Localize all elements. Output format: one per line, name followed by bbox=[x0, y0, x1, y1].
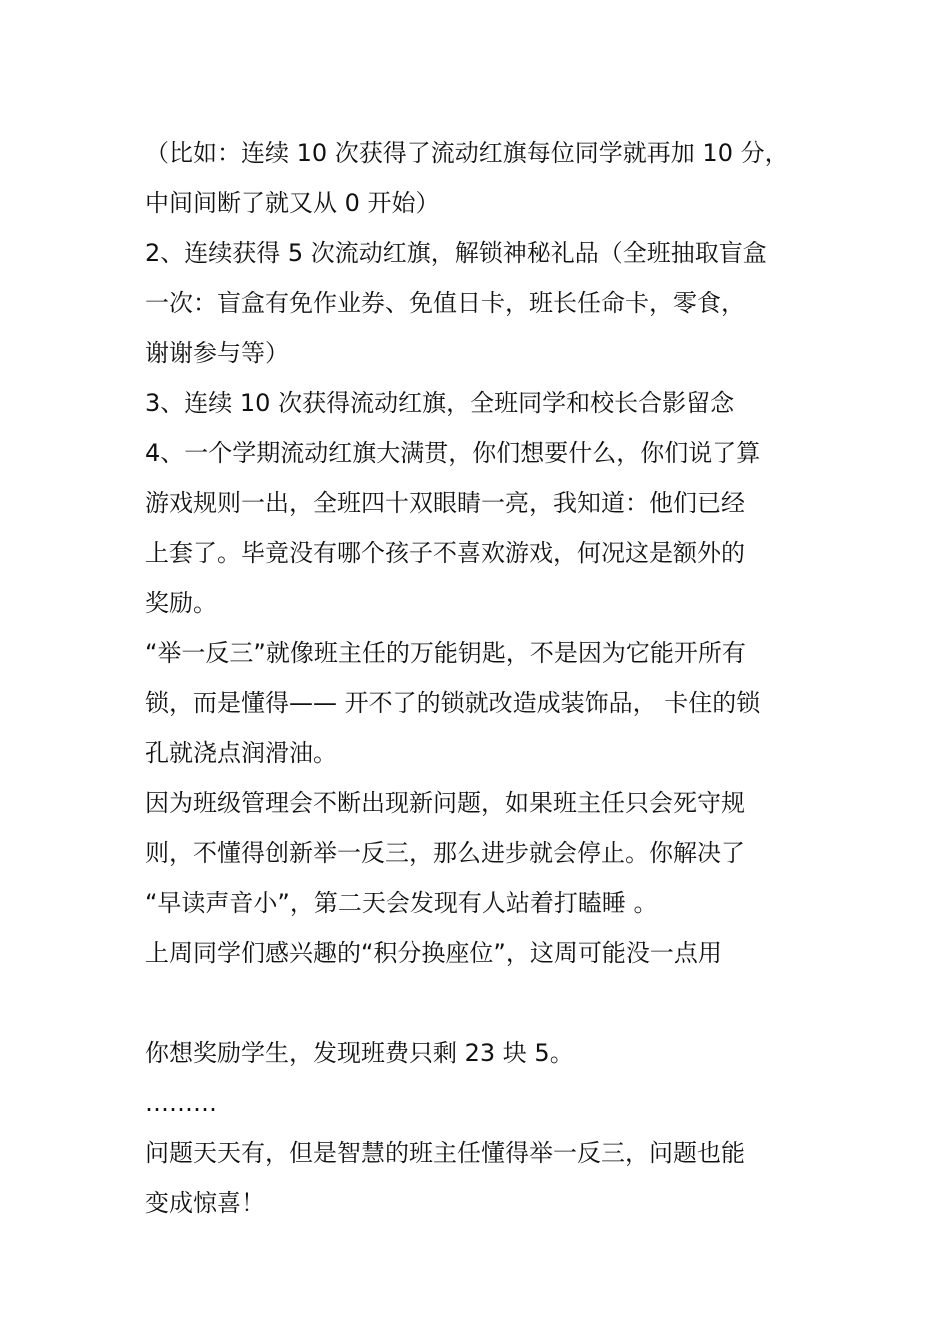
text-line: 你想奖励学生，发现班费只剩 23 块 5。 bbox=[145, 1039, 574, 1067]
text-line: “早读声音小”，第二天会发现有人站着打瞌睡 。 bbox=[145, 889, 658, 917]
text-line: （比如：连续 10 次获得了流动红旗每位同学就再加 10 分， bbox=[145, 139, 789, 167]
text-line: 孔就浇点润滑油。 bbox=[145, 739, 337, 767]
document-body bbox=[145, 128, 810, 1228]
text-line: 问题天天有，但是智慧的班主任懂得举一反三，问题也能 bbox=[145, 1139, 745, 1167]
text-line: 则，不懂得创新举一反三，那么进步就会停止。你解决了 bbox=[145, 839, 745, 867]
text-line: 中间间断了就又从 0 开始） bbox=[145, 189, 440, 217]
blank-line bbox=[145, 978, 810, 1028]
text-line: 奖励。 bbox=[145, 589, 217, 617]
text-line: 4、一个学期流动红旗大满贯，你们想要什么，你们说了算 bbox=[145, 439, 761, 467]
text-line: 3、连续 10 次获得流动红旗，全班同学和校长合影留念 bbox=[145, 389, 735, 417]
text-line: ……… bbox=[145, 1089, 217, 1117]
text-line: 谢谢参与等） bbox=[145, 339, 289, 367]
text-line: 上周同学们感兴趣的“积分换座位”，这周可能没一点用 bbox=[145, 939, 722, 967]
text-line: 2、连续获得 5 次流动红旗，解锁神秘礼品（全班抽取盲盒 bbox=[145, 239, 767, 267]
text-line: 锁，而是懂得—— 开不了的锁就改造成装饰品， 卡住的锁 bbox=[145, 689, 761, 717]
text-line: 游戏规则一出，全班四十双眼睛一亮，我知道：他们已经 bbox=[145, 489, 745, 517]
text-line: 变成惊喜！ bbox=[145, 1189, 265, 1217]
text-line: 一次：盲盒有免作业券、免值日卡，班长任命卡，零食， bbox=[145, 289, 745, 317]
text-line: 上套了。毕竟没有哪个孩子不喜欢游戏，何况这是额外的 bbox=[145, 539, 745, 567]
text-line: “举一反三”就像班主任的万能钥匙，不是因为它能开所有 bbox=[145, 639, 746, 667]
text-line: 因为班级管理会不断出现新问题，如果班主任只会死守规 bbox=[145, 789, 745, 817]
